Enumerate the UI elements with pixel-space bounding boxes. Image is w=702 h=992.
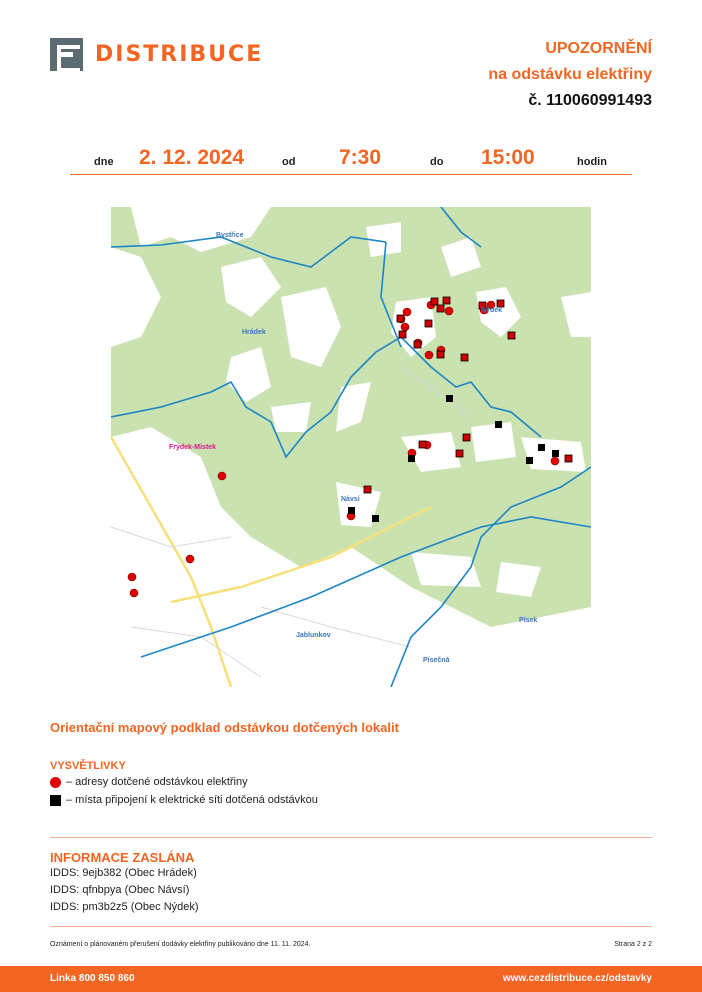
black-square-icon <box>50 795 61 806</box>
brand-name: DISTRIBUCE <box>95 42 264 67</box>
outage-date: 2. 12. 2024 <box>139 146 245 169</box>
legend-connection-row <box>50 794 318 806</box>
map-label-nydek: Nýdek <box>481 307 503 314</box>
info-line-navsi: IDDS: qfnbpya (Obec Návsí) <box>50 884 190 896</box>
map-label-jablunkov: Jablunkov <box>296 632 331 639</box>
divider <box>50 837 652 838</box>
map-label-pisek: Písek <box>519 617 538 624</box>
info-title: INFORMACE ZASLÁNA <box>50 850 195 865</box>
cez-logo-icon <box>50 38 83 71</box>
to-time: 15:00 <box>481 146 535 169</box>
from-label: od <box>282 156 296 168</box>
outage-schedule <box>70 146 632 175</box>
footer-bar <box>0 966 702 992</box>
unit-label: hodin <box>577 156 607 168</box>
divider <box>50 926 652 927</box>
map-label-navsi: Návsí <box>341 496 360 503</box>
notice-header <box>488 36 652 114</box>
info-line-nydek: IDDS: pm3b2z5 (Obec Nýdek) <box>50 901 199 913</box>
map-label-hradek: Hrádek <box>242 329 266 336</box>
legend-title: VYSVĚTLIVKY <box>50 760 126 772</box>
legend-address-row <box>50 776 248 788</box>
website-link[interactable]: www.cezdistribuce.cz/odstavky <box>502 973 652 984</box>
red-dot-icon <box>50 777 61 788</box>
outage-map <box>111 207 591 687</box>
page-number: Strana 2 z 2 <box>614 941 652 948</box>
notice-subtitle: na odstávku elektřiny <box>488 66 652 83</box>
map-caption: Orientační mapový podklad odstávkou dotčených lokalit <box>50 720 399 735</box>
cez-logo <box>50 38 263 71</box>
day-label: dne <box>94 156 114 168</box>
map-label-pisecna: Písečná <box>423 657 450 664</box>
from-time: 7:30 <box>339 146 382 169</box>
map-label-bystrice: Bystřice <box>216 232 244 239</box>
notice-title: UPOZORNĚNÍ <box>545 40 652 57</box>
hotline: Linka 800 850 860 <box>50 973 135 984</box>
info-line-hradek: IDDS: 9ejb382 (Obec Hrádek) <box>50 867 197 879</box>
map-label-frydek-mistek: Frýdek-Místek <box>169 444 217 451</box>
legend-address-text: – adresy dotčené odstávkou elektřiny <box>66 776 248 788</box>
notice-number: č. 110060991493 <box>528 92 652 109</box>
legend-connection-text: – místa připojení k elektrické síti dotčená odstávkou <box>66 794 318 806</box>
to-label: do <box>430 156 444 168</box>
publication-note: Oznámení o plánovaném přerušení dodávky elektřiny publikováno dne 11. 11. 2024. <box>50 941 311 948</box>
